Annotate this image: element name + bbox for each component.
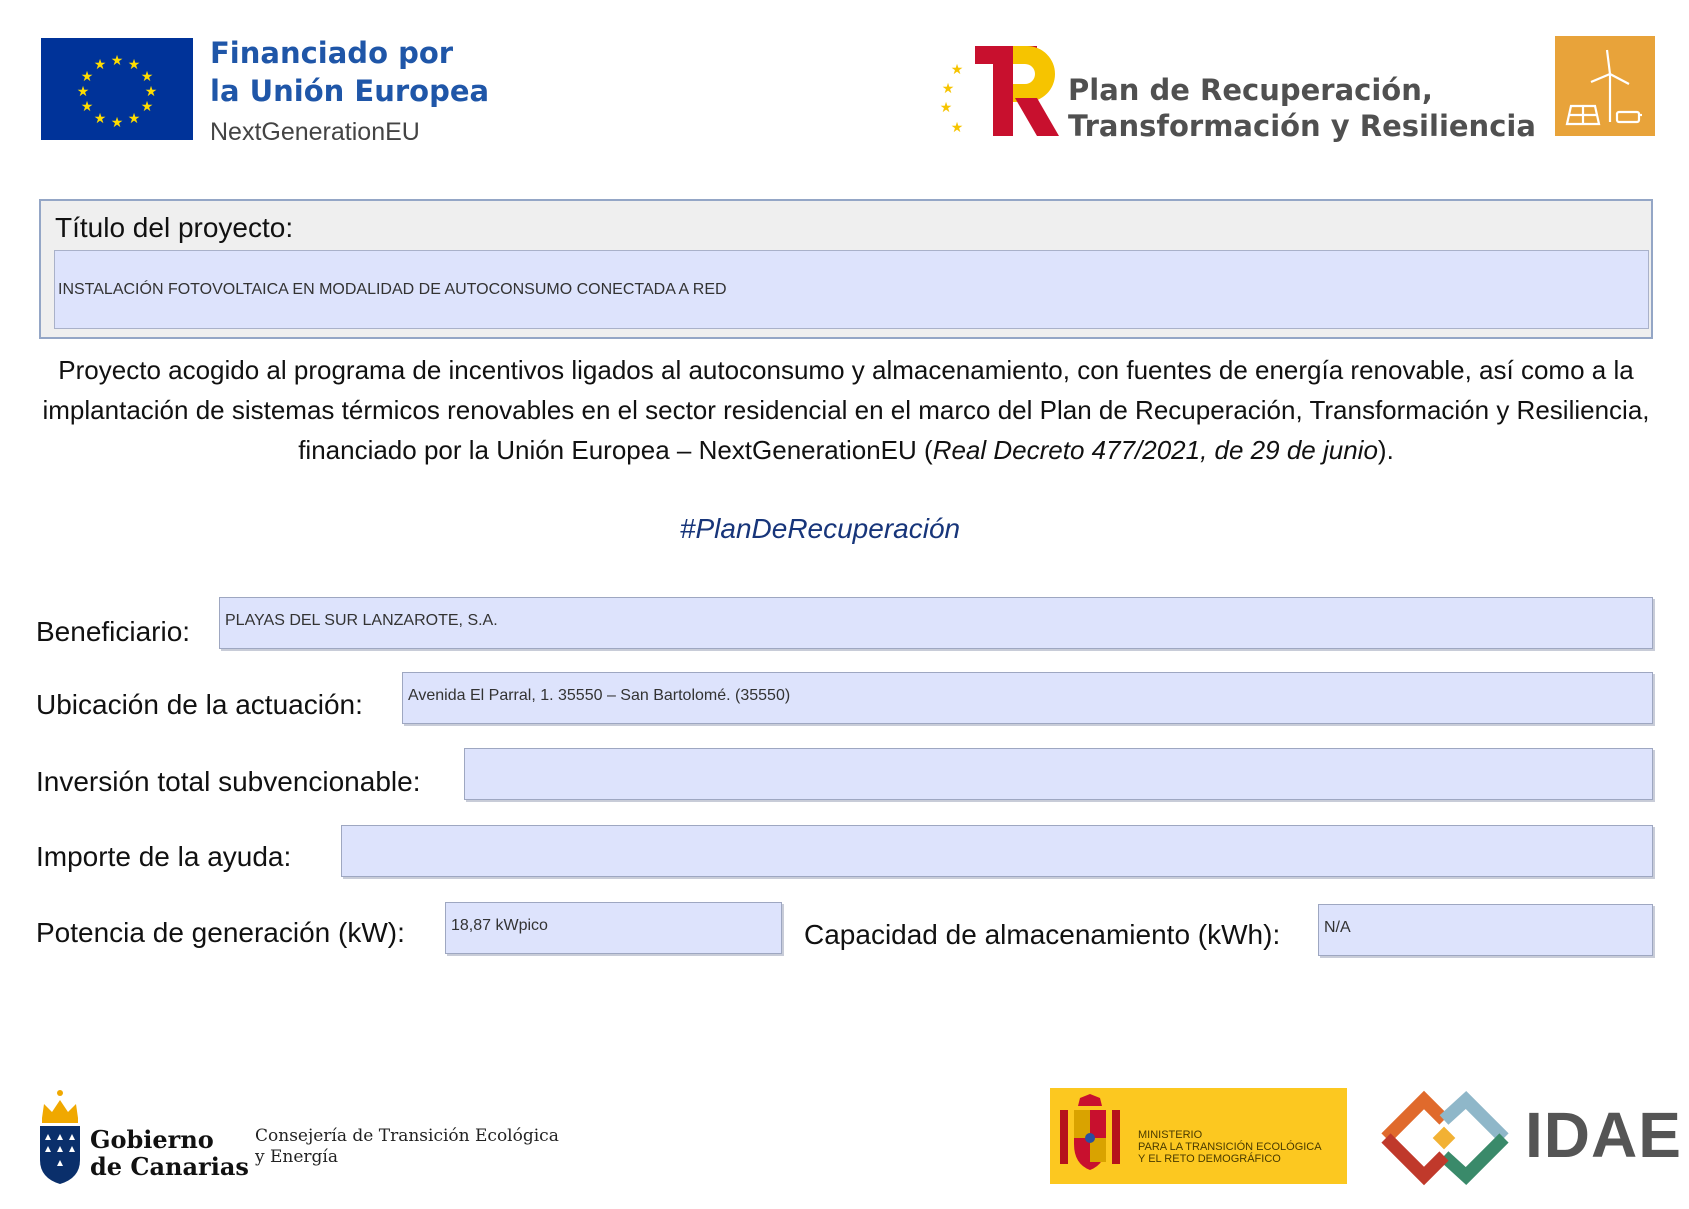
capacidad-label: Capacidad de almacenamiento (kWh): [804,919,1281,950]
svg-text:★: ★ [144,84,158,100]
program-description-closing: ). [1377,435,1394,465]
gobierno-canarias-label [90,1126,249,1180]
svg-text:★: ★ [140,69,154,85]
eu-funding-line-1: Financiado por [210,36,454,70]
renewable-energy-icon [1555,36,1655,136]
ministerio-line-3: Y EL RETO DEMOGRÁFICO [1138,1153,1281,1165]
svg-text:★: ★ [110,53,124,69]
spain-coat-of-arms-icon [1050,1088,1130,1184]
consejeria-line-2: y Energía [255,1147,339,1167]
ubicacion-field[interactable]: Avenida El Parral, 1. 35550 – San Bartolomé. (35550) [402,672,1653,724]
svg-text:★: ★ [80,99,94,115]
program-description-text: Proyecto acogido al programa de incentivos ligados al autoconsumo y almacenamiento, con fuentes de energía renovable, así como a la implantación de sistemas térmicos renovables en el sector residencial en el marco del Plan de Recuperación, Transformación y Resiliencia, financiado por la Unión Europea – NextGenerationEU ( [42,355,1650,465]
svg-text:★: ★ [950,120,964,136]
eu-flag-icon [41,38,193,140]
svg-text:★: ★ [93,57,107,73]
gobierno-canarias-line-1: Gobierno [90,1125,214,1154]
svg-text:★: ★ [127,111,141,127]
inversion-label: Inversión total subvencionable: [36,766,421,797]
ubicacion-label: Ubicación de la actuación: [36,689,363,720]
svg-text:★: ★ [140,99,154,115]
prtr-line-2: Transformación y Resiliencia [1068,109,1536,143]
prtr-logo-icon [935,40,1060,142]
prtr-text [1068,72,1538,144]
project-title-label: Título del proyecto: [55,212,294,243]
svg-text:★: ★ [950,62,964,78]
prtr-line-1: Plan de Recuperación, [1068,73,1433,107]
gobierno-canarias-line-2: de Canarias [90,1152,249,1181]
ministerio-line-1: MINISTERIO [1138,1129,1203,1141]
eu-funding-text [210,34,530,147]
potencia-label: Potencia de generación (kW): [36,917,405,948]
consejeria-line-1: Consejería de Transición Ecológica [255,1126,559,1146]
inversion-field[interactable] [464,748,1653,800]
decree-reference: Real Decreto 477/2021, de 29 de junio [932,435,1378,465]
ministerio-line-2: PARA LA TRANSICIÓN ECOLÓGICA [1138,1141,1322,1153]
consejeria-label [255,1126,559,1168]
capacidad-field[interactable]: N/A [1318,904,1653,956]
svg-text:★: ★ [127,57,141,73]
hashtag: #PlanDeRecuperación [679,513,961,544]
program-description [36,350,1656,470]
svg-text:★: ★ [80,69,94,85]
svg-text:★: ★ [939,100,953,116]
svg-text:★: ★ [110,115,124,131]
svg-text:★: ★ [93,111,107,127]
canarias-emblem-icon [36,1088,84,1184]
importe-label: Importe de la ayuda: [36,841,292,872]
svg-text:★: ★ [76,84,90,100]
eu-funding-line-2: la Unión Europea [210,74,490,108]
beneficiario-label: Beneficiario: [36,616,191,647]
svg-text:★: ★ [941,81,955,97]
importe-field[interactable] [341,825,1653,877]
project-title-field[interactable]: INSTALACIÓN FOTOVOLTAICA EN MODALIDAD DE AUTOCONSUMO CONECTADA A RED [54,250,1649,329]
idae-wordmark: IDAE [1525,1099,1682,1171]
ministerio-text [1138,1129,1322,1165]
beneficiario-field[interactable]: PLAYAS DEL SUR LANZAROTE, S.A. [219,597,1653,649]
next-generation-eu-label: NextGenerationEU [210,118,420,146]
potencia-field[interactable]: 18,87 kWpico [445,902,782,954]
idae-logo-icon [1376,1090,1514,1186]
